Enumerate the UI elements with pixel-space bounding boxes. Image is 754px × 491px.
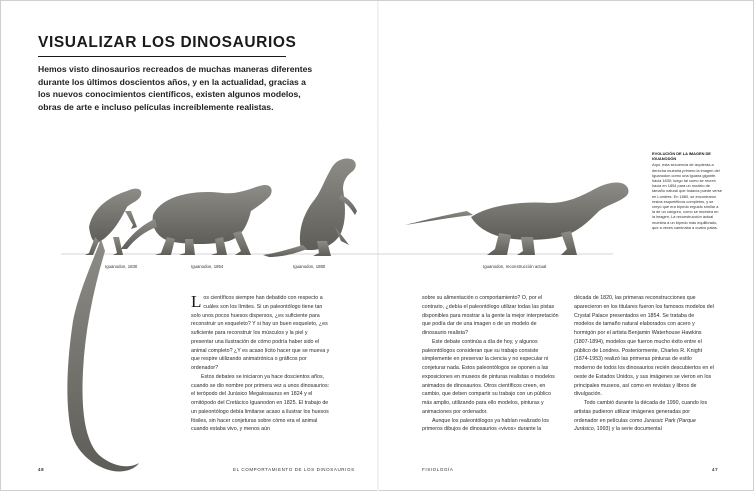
drop-cap: L — [191, 292, 202, 311]
iguanodon-1830-figure — [67, 189, 141, 472]
body-column-1 — [191, 294, 331, 434]
paragraph: Estos debates se iniciaron ya hace doscientos años, cuando se dio nombre por primera vez a unos dinosaurios: el terópodo del Jurásico Megalosaurus en 1824 y el ornitópodo del Cretácico Iguanodon en 1825. El trabajo de un paleontólogo debía limitarse acaso a ilustrar los huesos fósiles, sin hacer conjeturas sobre cómo era el animal cuando estaba vivo, y menos aún — [191, 373, 330, 433]
title-rule — [38, 56, 286, 57]
left-running-footer: EL COMPORTAMIENTO DE LOS DINOSAURIOS — [233, 467, 355, 472]
sidenote-title: EVOLUCIÓN DE LA IMAGEN DE IGUANODÓN — [652, 151, 711, 162]
left-page-number: 48 — [38, 467, 45, 472]
paragraph: década de 1820, las primeras reconstrucciones que aparecieron en los titulares fueron los famosos modelos del Crystal Palace presentados en 1854. Se trataba de modelos de tamaño natural elaborados con acero y hormigón por el artista Benjamin Waterhouse Hawkins (1807-1894), modelos que fueron mucho éxito entre el público de Londres. Posteriormente, Charles R. Knight (1874-1953) realizó las primeras pinturas de estilo moderno de todos los dinosaurios recién descubiertos en el oeste de Estados Unidos, y sus imágenes se vieron en los principales museos, así como en revistas y libros de divulgación. — [574, 295, 714, 398]
iguanodon-1880-figure — [263, 158, 357, 257]
film-title: Jurassic Park (Parque Jurásico — [574, 417, 696, 433]
paragraph: sobre su alimentación o comportamiento? O, por el contrario, ¿debía el paleontólogo utilizar todas las pistas disponibles para mostrar a la gente la mejor interpretación que podía dar de una imagen o de un modelo de dinosaurio realista? — [422, 295, 559, 336]
paragraph: Aunque los paleontólogos ya habían realizado los primeros dibujos de dinosaurios «vivos» durante la — [422, 417, 549, 433]
page-title: VISUALIZAR LOS DINOSAURIOS — [38, 34, 297, 51]
right-page-number: 47 — [712, 467, 719, 472]
caption-iguanodon-1880: Iguanodon, 1880 — [293, 264, 326, 269]
intro-paragraph: Hemos visto dinosaurios recreados de muchas maneras diferentes durante los últimos doscientos años, y en la actualidad, gracias a los nuevos conocimientos científicos, existen algunos modelos, obras de arte e incluso películas increíblemente realistas. — [38, 64, 313, 112]
caption-iguanodon-1830: Iguanodon, 1830 — [105, 264, 138, 269]
iguanodon-1854-figure — [121, 185, 272, 255]
caption-iguanodon-modern: Iguanodon, reconstrucción actual — [483, 264, 547, 269]
body-column-3 — [574, 294, 714, 434]
right-running-footer: FISIOLOGÍA — [422, 467, 454, 472]
sidenote-body: Aquí, esta secuencia de izquierda a derecha muestra primero la imagen del Iguanodon como una iguana gigante, hacia 1830; luego tal como se recreó hacia en 1854 para un modelo de tamaño natural que todavía puede verse en Londres. En 1880, se encontraron restos esqueléticos completos, y se creyó que era bípedo erguido similar a la de un canguro, como se muestra en la imagen. La reconstrucción actual muestra a un bípedo más equilibrado, que a veces caminaba a cuatro patas. — [652, 162, 722, 230]
paragraph: Todo cambió durante la década de 1990, cuando los artistas pudieron utilizar imágenes generadas por ordenador en películas como Jurassic Park (Parque Jurásico, 1993) y la serie documental — [574, 400, 708, 433]
paragraph: Este debate continúa a día de hoy, y algunos paleontólogos consideran que su trabajo consiste simplemente en preservar la ciencia y no especular ni conjeturar nada. Estos paleontólogos se oponen a las exposiciones en museos de pinturas realistas o modelos animados de dinosaurios. Otros científicos creen, en cambio, que deben compartir su trabajo con un público más amplio, utilizando para ello modelos, pinturas y animaciones por ordenador. — [422, 338, 555, 415]
iguanodon-modern-figure — [405, 182, 628, 255]
sidenote — [652, 151, 722, 230]
caption-iguanodon-1854: Iguanodon, 1854 — [191, 264, 224, 269]
paragraph: Los científicos siempre han debatido con respecto a cuáles son los límites. Si un paleontólogo tiene tan solo unos pocos huesos dispersos, ¿es suficiente para reconstruir un esqueleto? Y si hay un buen esqueleto, ¿es suficiente para reconstruir los músculos y la piel y presentar una ilustración de cómo podría haber sido el animal completo? ¿Y es acaso lícito hacer que se mueva y que respire utilizando animatrónica o gráficos por ordenador? — [191, 292, 330, 371]
body-column-2 — [422, 294, 562, 434]
